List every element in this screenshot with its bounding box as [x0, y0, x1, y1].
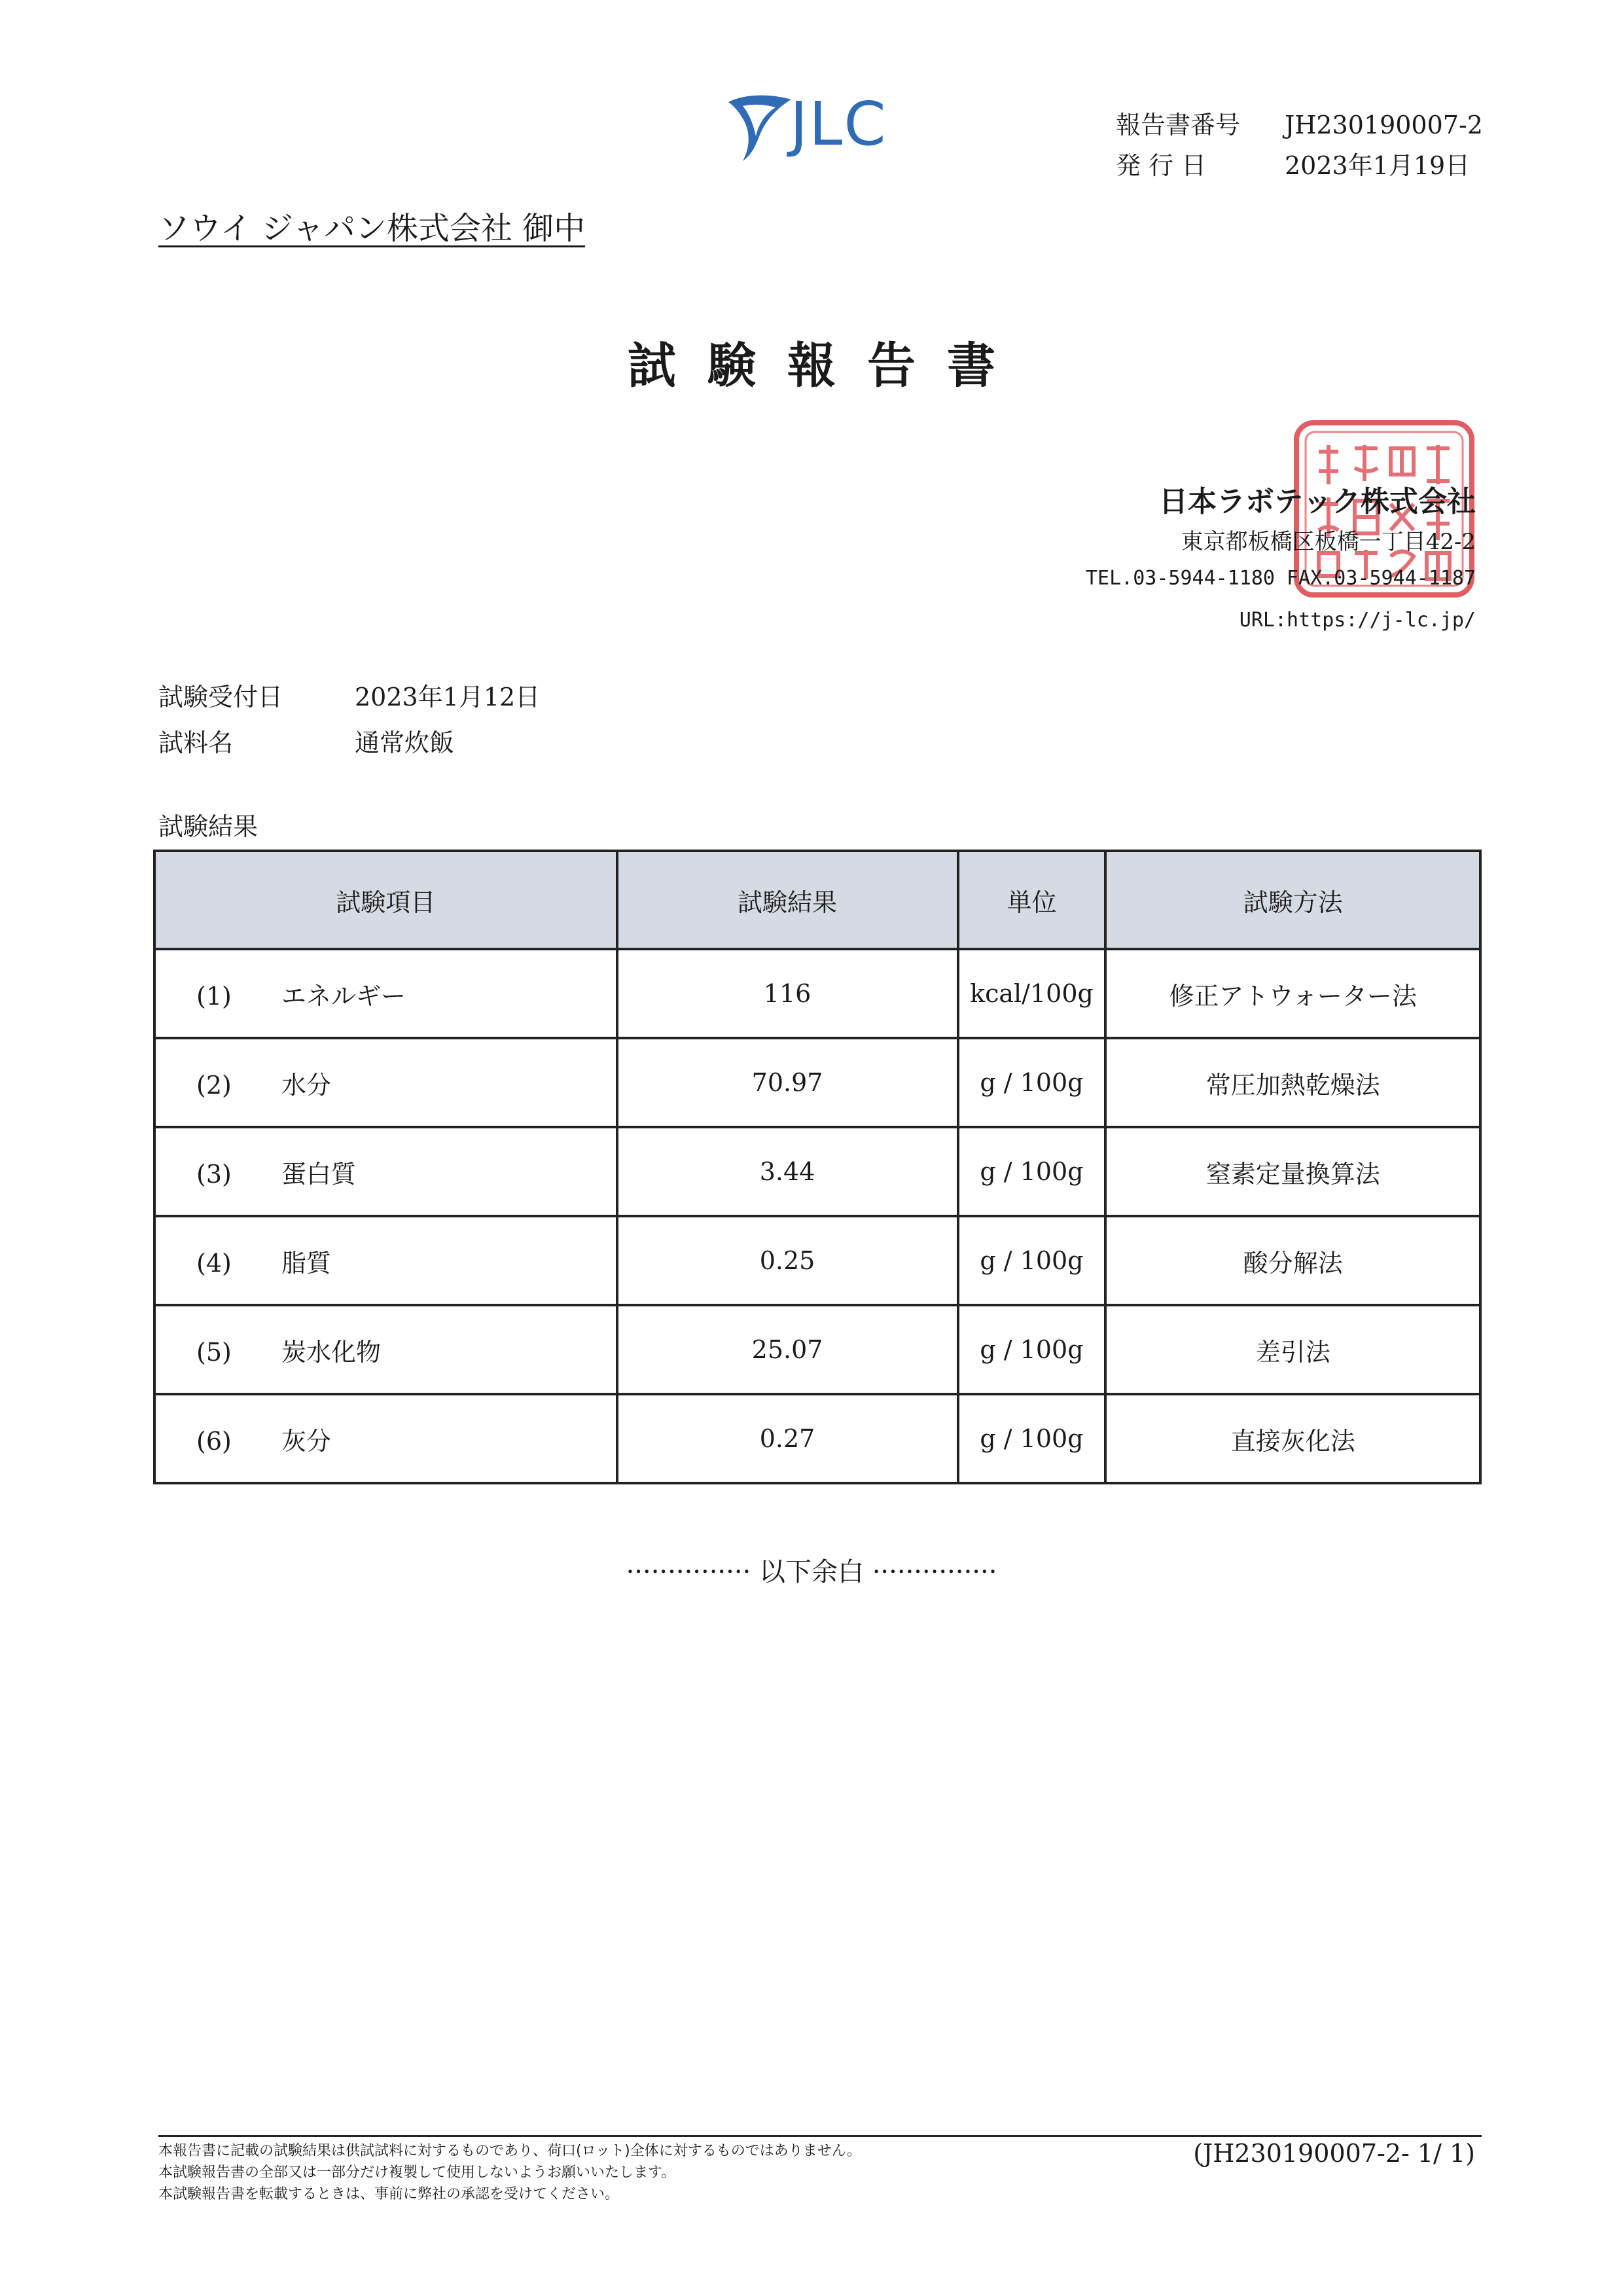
jlc-logo-text: JLC [790, 89, 887, 159]
table-row [154, 1127, 1480, 1216]
table-row [154, 1216, 1480, 1305]
row-value: 3.44 [617, 1127, 958, 1216]
row-item [154, 1305, 617, 1394]
header-unit: 単位 [958, 851, 1106, 949]
row-item-name: 脂質 [281, 1248, 332, 1278]
row-value: 0.25 [617, 1216, 958, 1305]
footer-divider [158, 2135, 1482, 2137]
row-method: 窒素定量換算法 [1105, 1127, 1480, 1216]
issuer-url: URL:https://j-lc.jp/ [1239, 609, 1476, 632]
row-unit: g / 100g [958, 1394, 1106, 1483]
row-unit: g / 100g [958, 1127, 1106, 1216]
page-reference: (JH230190007-2- 1/ 1) [1193, 2139, 1475, 2168]
row-number: (5) [196, 1337, 232, 1367]
row-value: 70.97 [617, 1038, 958, 1127]
results-header-row [154, 851, 1480, 949]
row-item [154, 1038, 617, 1127]
row-value: 25.07 [617, 1305, 958, 1394]
table-row [154, 1305, 1480, 1394]
issuer-tel-fax: TEL.03-5944-1180 FAX.03-5944-1187 [1085, 567, 1476, 590]
row-unit: g / 100g [958, 1038, 1106, 1127]
table-row [154, 1038, 1480, 1127]
row-number: (4) [196, 1248, 232, 1278]
jlc-logo-mark-icon [723, 90, 798, 164]
row-unit: g / 100g [958, 1305, 1106, 1394]
row-number: (6) [196, 1426, 232, 1456]
issue-date-value: 2023年1月19日 [1285, 151, 1471, 180]
header-test-method: 試験方法 [1105, 851, 1480, 949]
results-table [153, 850, 1482, 1484]
row-unit: kcal/100g [958, 949, 1106, 1038]
row-item [154, 1216, 617, 1305]
table-row [154, 1394, 1480, 1483]
row-value: 0.27 [617, 1394, 958, 1483]
footer-note: 本報告書に記載の試験結果は供試試料に対するものであり、荷口(ロット)全体に対するものではありません。 [158, 2143, 862, 2159]
row-number: (3) [196, 1159, 232, 1189]
row-item-name: エネルギー [281, 981, 406, 1011]
remaining-blank-note: ··············· 以下余白 ··············· [626, 1557, 997, 1587]
row-method: 修正アトウォーター法 [1105, 949, 1480, 1038]
row-unit: g / 100g [958, 1216, 1106, 1305]
issue-date-label: 発 行 日 [1116, 151, 1207, 180]
row-item-name: 水分 [281, 1070, 332, 1100]
row-item [154, 1127, 617, 1216]
row-method: 直接灰化法 [1105, 1394, 1480, 1483]
row-item [154, 949, 617, 1038]
header-test-result: 試験結果 [617, 851, 958, 949]
issuer-company: 日本ラボテック株式会社 [1159, 485, 1476, 518]
sample-info [158, 674, 540, 766]
footer-note: 本試験報告書を転載するときは、事前に弊社の承認を受けてください。 [158, 2186, 620, 2202]
received-date-value: 2023年1月12日 [355, 683, 541, 711]
row-item [154, 1394, 617, 1483]
table-row [154, 949, 1480, 1038]
sample-name-label: 試料名 [158, 728, 234, 757]
sample-name-value: 通常炊飯 [355, 728, 455, 757]
report-meta [1116, 105, 1483, 186]
footer-notes [158, 2140, 861, 2205]
row-number: (1) [196, 981, 232, 1011]
row-method: 常圧加熱乾燥法 [1105, 1038, 1480, 1127]
row-method: 差引法 [1105, 1305, 1480, 1394]
row-item-name: 灰分 [281, 1426, 332, 1456]
header-test-item: 試験項目 [154, 851, 617, 949]
row-method: 酸分解法 [1105, 1216, 1480, 1305]
row-item-name: 蛋白質 [281, 1159, 357, 1189]
client-name: ソウイ ジャパン株式会社 御中 [158, 210, 586, 247]
issuer-address: 東京都板橋区板橋一丁目42-2 [1181, 529, 1476, 555]
row-item-name: 炭水化物 [281, 1337, 382, 1367]
report-number-value: JH230190007-2 [1285, 111, 1483, 139]
row-number: (2) [196, 1070, 232, 1100]
row-value: 116 [617, 949, 958, 1038]
report-number-label: 報告書番号 [1116, 111, 1241, 139]
jlc-logo [723, 90, 897, 164]
footer-note: 本試験報告書の全部又は一部分だけ複製して使用しないようお願いいたします。 [158, 2164, 676, 2181]
page-title: 試験報告書 [628, 338, 1027, 394]
results-label: 試験結果 [158, 812, 259, 841]
received-date-label: 試験受付日 [158, 683, 283, 711]
